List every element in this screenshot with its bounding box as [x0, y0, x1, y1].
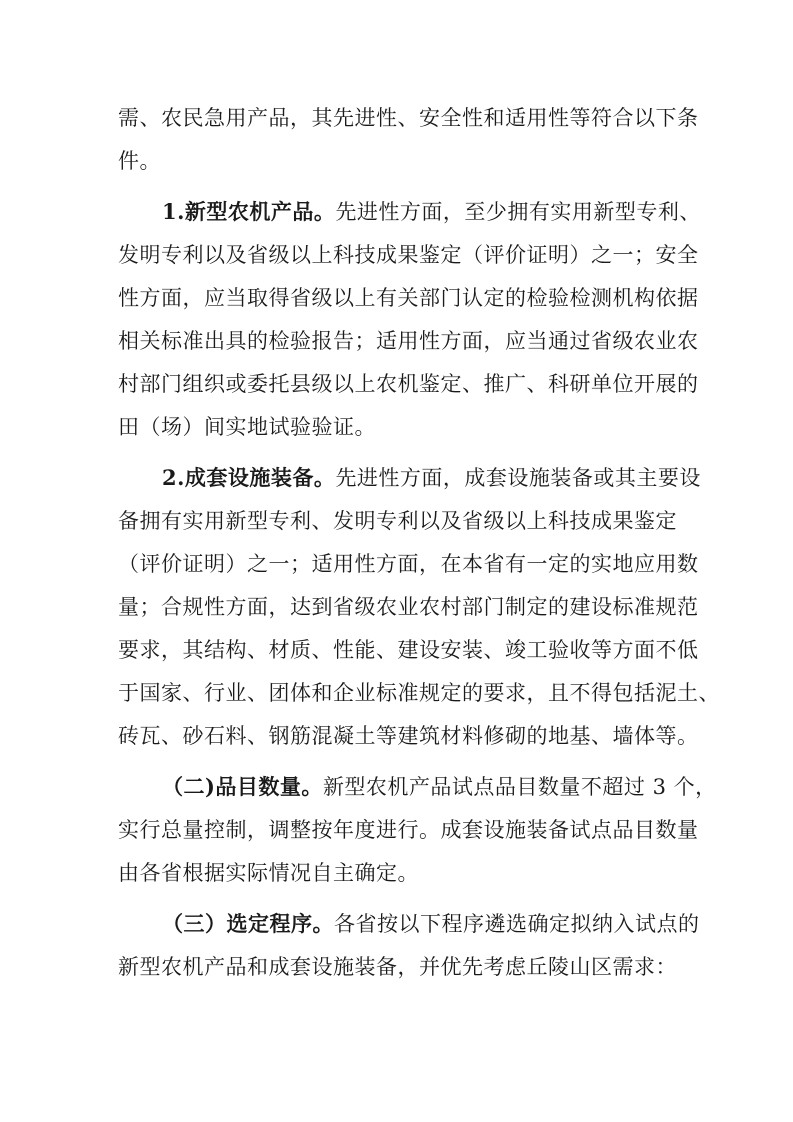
paragraph-line: 于国家、行业、团体和企业标准规定的要求，且不得包括泥土、	[118, 681, 720, 705]
paragraph-text: 先进性方面，至少拥有实用新型专利、	[335, 200, 701, 224]
paragraph-line: 件。	[118, 149, 161, 173]
paragraph-text: 新型农机产品试点品目数量不超过 3 个，	[322, 775, 717, 799]
paragraph-text: 先进性方面，成套设施装备或其主要设	[335, 466, 701, 490]
paragraph-line: 实行总量控制，调整按年度进行。成套设施装备试点品目数量	[118, 818, 699, 842]
paragraph-line: 要求，其结构、材质、性能、建设安装、竣工验收等方面不低	[118, 638, 699, 662]
section-2-first-line	[162, 464, 701, 492]
paragraph-text: 各省按以下程序遴选确定拟纳入试点的	[334, 912, 700, 936]
section-heading: 2.成套设施装备。	[162, 465, 336, 490]
section-procedure-first-line	[162, 910, 700, 938]
paragraph-line: 砖瓦、砂石料、钢筋混凝土等建筑材料修砌的地基、墙体等。	[118, 724, 699, 748]
paragraph-line: 由各省根据实际情况自主确定。	[118, 861, 419, 885]
paragraph-line: 田（场）间实地试验验证。	[118, 415, 376, 439]
section-heading: （三）选定程序。	[162, 911, 334, 936]
section-1-first-line	[162, 198, 701, 226]
paragraph-line: 需、农民急用产品，其先进性、安全性和适用性等符合以下条	[118, 106, 699, 130]
paragraph-line: 相关标准出具的检验报告；适用性方面，应当通过省级农业农	[118, 329, 699, 353]
paragraph-line: 村部门组织或委托县级以上农机鉴定、推广、科研单位开展的	[118, 372, 699, 396]
section-heading: 1.新型农机产品。	[162, 199, 336, 224]
paragraph-line: 备拥有实用新型专利、发明专利以及省级以上科技成果鉴定	[118, 509, 677, 533]
paragraph-line: 性方面，应当取得省级以上有关部门认定的检验检测机构依据	[118, 286, 699, 310]
section-quantity-first-line	[162, 773, 717, 801]
paragraph-line: 发明专利以及省级以上科技成果鉴定（评价证明）之一；安全	[118, 243, 699, 267]
paragraph-line: 新型农机产品和成套设施装备，并优先考虑丘陵山区需求：	[118, 955, 677, 979]
paragraph-line: （评价证明）之一；适用性方面，在本省有一定的实地应用数	[118, 552, 699, 576]
section-heading: （二)品目数量。	[162, 774, 323, 799]
paragraph-line: 量；合规性方面，达到省级农业农村部门制定的建设标准规范	[118, 595, 699, 619]
